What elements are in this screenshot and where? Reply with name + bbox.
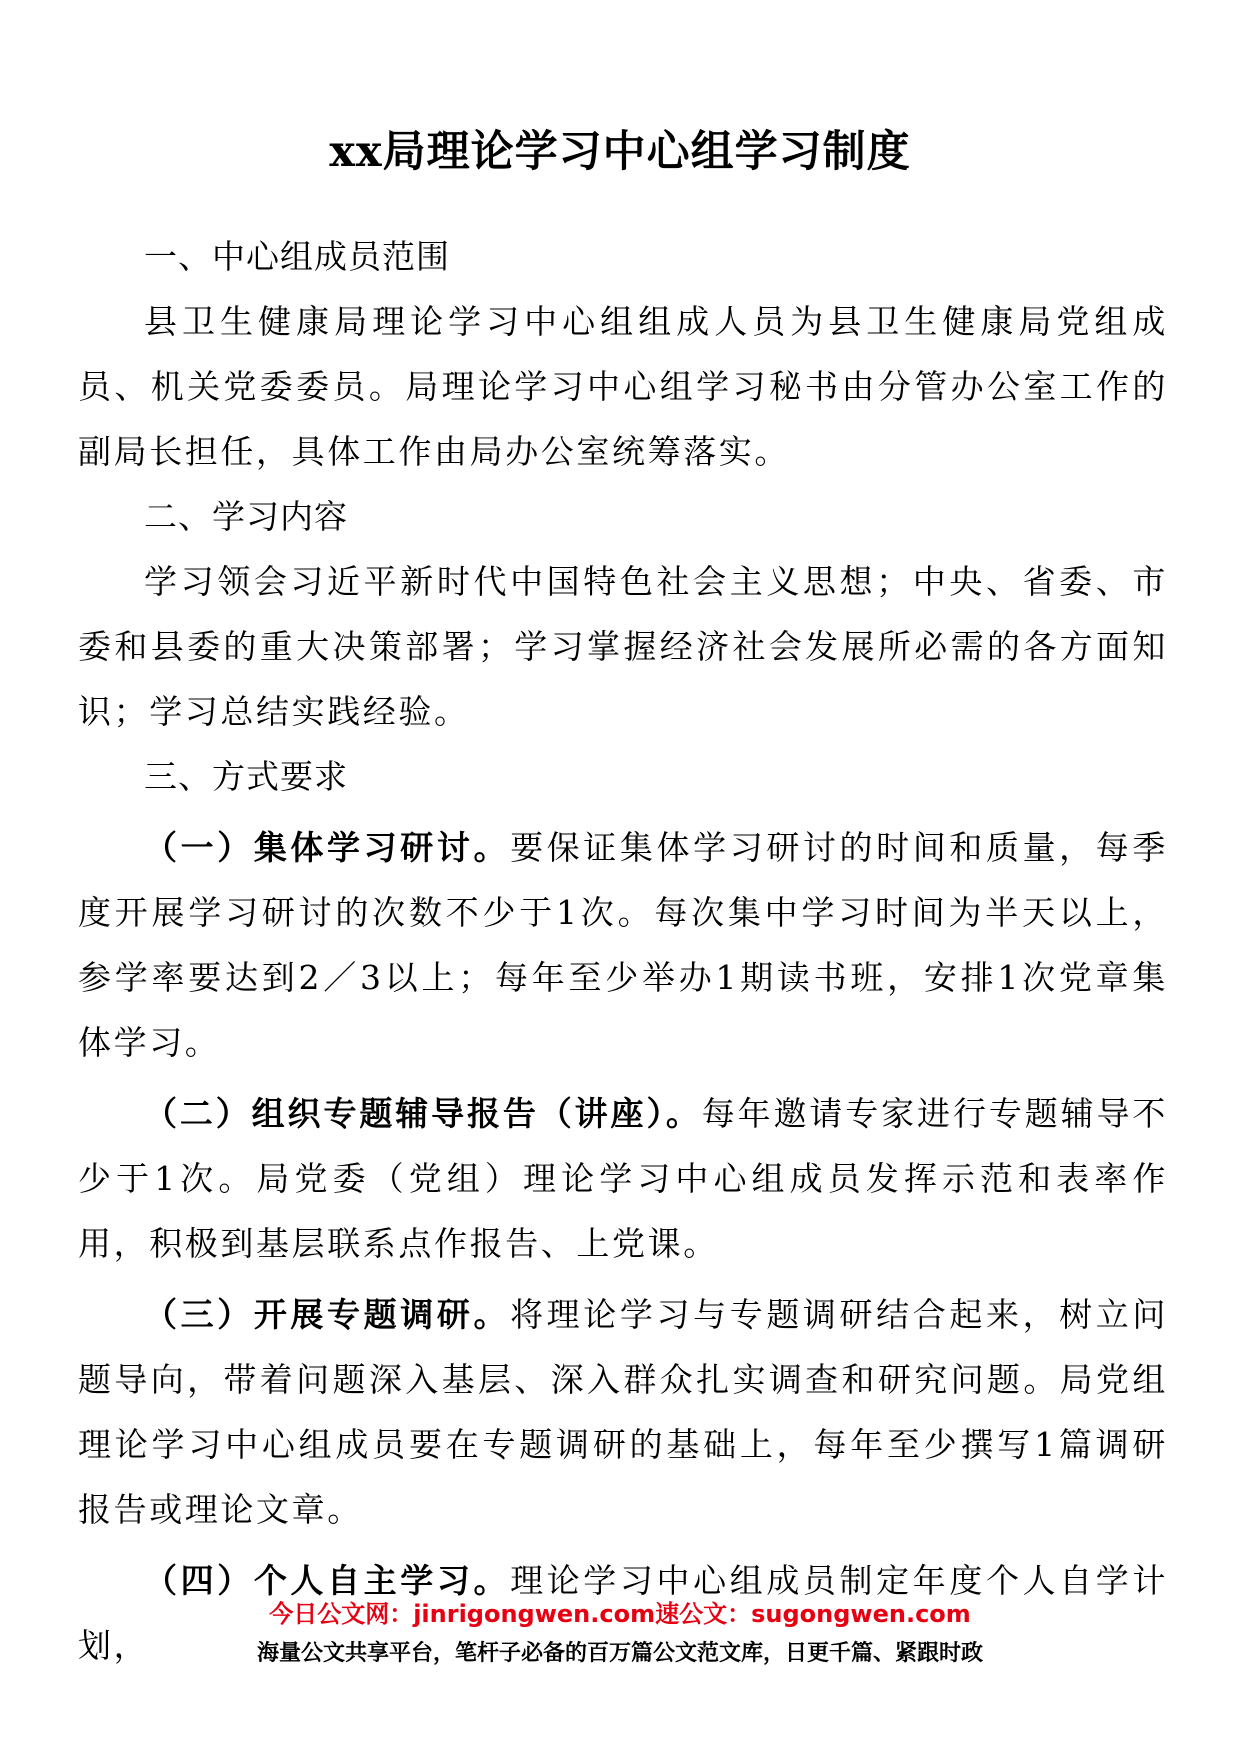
section2-heading: 二、学习内容 <box>144 497 348 536</box>
section3-item-1 <box>78 815 1168 1075</box>
footer-website-banner: 今日公文网：jinrigongwen.com速公文：sugongwen.com <box>269 1600 971 1628</box>
item-3-text: 将理论学习与专题调研结合起来，树立问题导向，带着问题深入基层、深入群众扎实调查和研究问题。局党组理论学习中心组成员要在专题调研的基础上，每年至少撰写1篇调研报告或理论文章。 <box>78 1295 1168 1529</box>
item-2-lead: （二）组织专题辅导报告（讲座）。 <box>144 1094 702 1133</box>
document-body <box>78 224 1168 1678</box>
item-1-lead: （一）集体学习研讨。 <box>144 828 511 867</box>
section3-heading: 三、方式要求 <box>144 757 348 796</box>
item-3-lead: （三）开展专题调研。 <box>144 1295 511 1334</box>
item-2-text: 每年邀请专家进行专题辅导不少于1次。局党委（党组）理论学习中心组成员发挥示范和表率作用，积极到基层联系点作报告、上党课。 <box>78 1094 1168 1263</box>
footer-tagline: 海量公文共享平台，笔杆子必备的百万篇公文范文库，日更千篇、紧跟时政 <box>256 1641 983 1666</box>
section1-heading: 一、中心组成员范围 <box>144 237 450 276</box>
document-title: xx局理论学习中心组学习制度 <box>329 127 911 177</box>
section2-paragraph: 学习领会习近平新时代中国特色社会主义思想；中央、省委、市委和县委的重大决策部署；学习掌握经济社会发展所必需的各方面知识；学习总结实践经验。 <box>78 562 1168 731</box>
section3-item-3 <box>78 1282 1168 1542</box>
section1-paragraph: 县卫生健康局理论学习中心组组成人员为县卫生健康局党组成员、机关党委委员。局理论学习中心组学习秘书由分管办公室工作的副局长担任，具体工作由局办公室统筹落实。 <box>78 302 1168 471</box>
item-4-text: 理论学习中心组成员制定年度个人自学计划， <box>78 1561 1168 1665</box>
section3-item-2 <box>78 1081 1168 1276</box>
item-1-text: 要保证集体学习研讨的时间和质量，每季度开展学习研讨的次数不少于1次。每次集中学习时间为半天以上，参学率要达到2／3以上；每年至少举办1期读书班，安排1次党章集体学习。 <box>78 828 1168 1062</box>
item-4-lead: （四）个人自主学习。 <box>144 1561 511 1600</box>
